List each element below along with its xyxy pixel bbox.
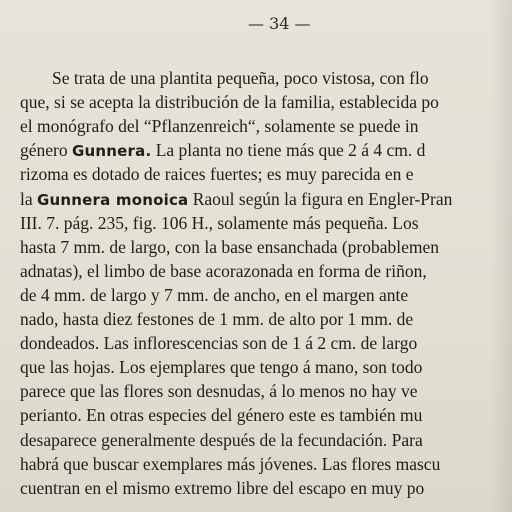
text-line [20,452,440,476]
text-line [52,66,429,90]
line-text: el monógrafo del “Pflanzenreich“, solamente se puede in [20,116,419,137]
line-text: género [20,140,72,161]
text-line [20,211,419,235]
text-line [20,187,452,211]
text-line [20,114,418,138]
line-text: nado, hasta diez festones de 1 mm. de alto por 1 mm. de [20,309,414,329]
line-text: La planta no tiene más que 2 á 4 cm. d [151,140,426,161]
text-line [20,90,439,114]
line-text: habrá que buscar exemplares más jóvenes. Las flores mascu [20,453,441,474]
line-text: Raoul según la figura en Engler-Pran [188,188,453,209]
text-line [20,379,418,403]
line-text: de 4 mm. de largo y 7 mm. de ancho, en el margen ante [20,284,409,305]
text-line [20,162,414,186]
line-text: que, si se acepta la distribución de la familia, establecida po [20,92,439,113]
text-line [20,283,408,307]
text-line [20,428,423,452]
page-number: — 34 — [248,14,311,33]
line-text: dondeados. Las inflorescencias son de 1 á 2 cm. de largo [20,333,418,354]
line-text: parece que las flores son desnudas, á lo menos no hay ve [20,381,418,402]
line-text: la [20,188,38,209]
line-text: cuentran en el mismo extremo libre del escapo en muy po [20,477,425,498]
line-text: III. 7. pág. 235, fig. 106 H., solamente más pequeña. Los [20,212,419,233]
line-text: desaparece generalmente después de la fecundación. Para [20,429,423,450]
line-text: hasta 7 mm. de largo, con la base ensanchada (probablemen [20,236,440,257]
page-edge-shadow [490,0,512,512]
line-text: rizoma es dotado de raices fuertes; es muy parecida en e [20,164,414,185]
text-line [20,403,422,427]
bold-taxon-name: Gunnera monoica [37,190,189,209]
line-text: Se trata de una plantita pequeña, poco vistosa, con flo [52,68,429,88]
text-line [20,138,425,162]
text-line [20,259,427,283]
line-text: que las hojas. Los ejemplares que tengo á mano, son todo [20,357,423,378]
text-line [20,476,424,500]
text-line [20,307,413,331]
text-line [20,235,439,259]
text-line [20,331,417,355]
text-line [20,355,422,379]
bold-taxon-name: Gunnera. [72,142,152,161]
line-text: adnatas), el limbo de base acorazonada en forma de riñon, [20,260,427,281]
line-text: perianto. En otras especies del género este es también mu [20,405,423,426]
